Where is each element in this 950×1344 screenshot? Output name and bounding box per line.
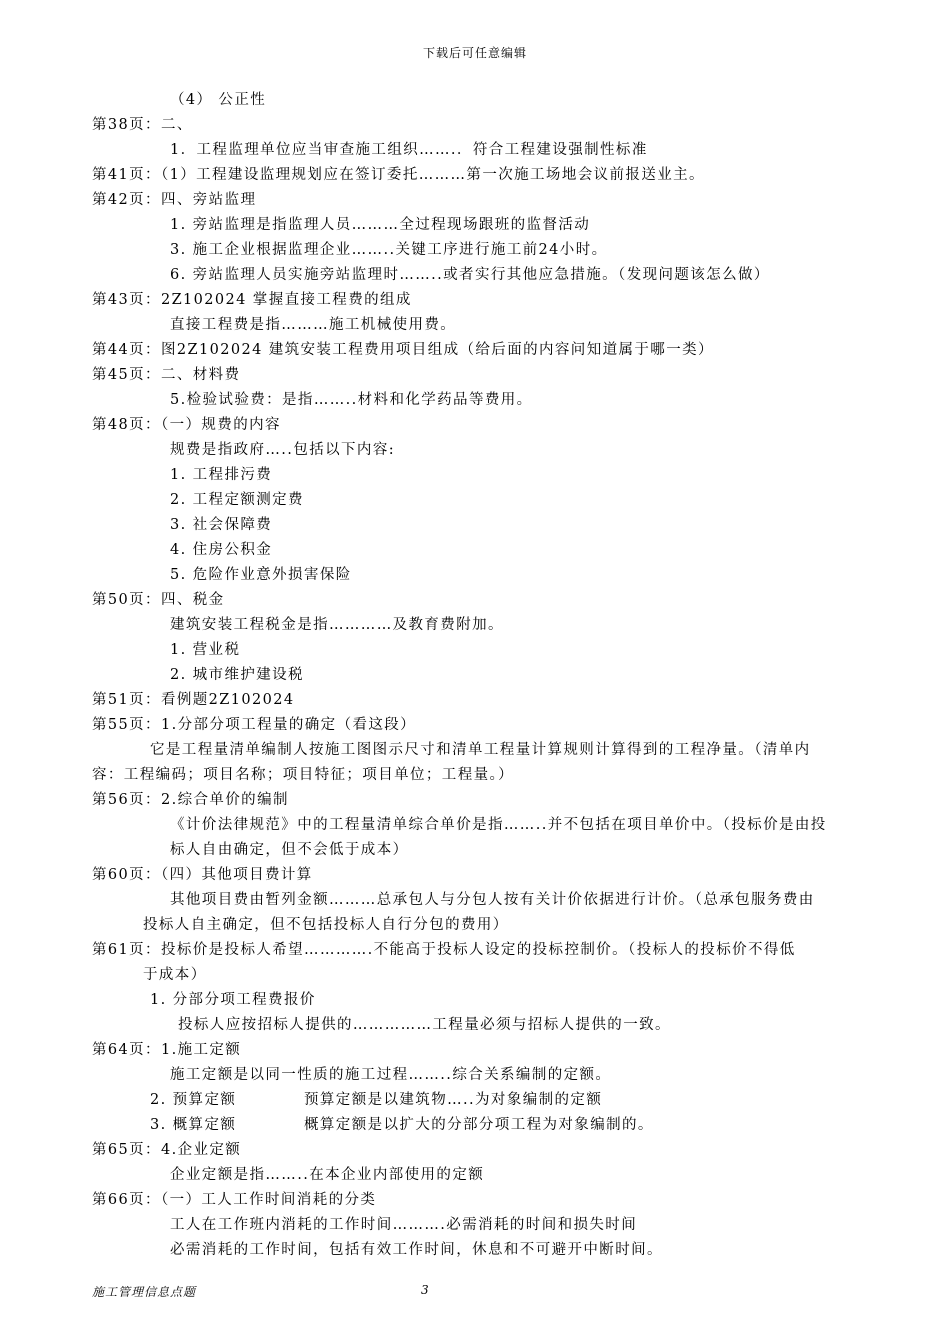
text-line [0, 788, 950, 813]
text-line [0, 438, 950, 463]
line-text: 建筑安装工程税金是指…………及教育费附加。 [170, 617, 504, 633]
line-text: 容：工程编码；项目名称；项目特征；项目单位；工程量。） [92, 767, 515, 783]
text-line [0, 738, 950, 763]
line-text: 第64页：1.施工定额 [92, 1042, 242, 1058]
line-text: 企业定额是指……..在本企业内部使用的定额 [170, 1167, 485, 1183]
text-line [0, 338, 950, 363]
footer-title: 施工管理信息点题 [92, 1285, 197, 1299]
line-text: 其他项目费由暂列金额………总承包人与分包人按有关计价依据进行计价。（总承包服务费由 [170, 892, 815, 908]
text-line [0, 1238, 950, 1263]
text-line [0, 1188, 950, 1213]
line-text: 3. 社会保障费 [170, 517, 273, 533]
text-line [0, 1163, 950, 1188]
line-text: 第38页：二、 [92, 117, 193, 133]
text-line [0, 113, 950, 138]
line-text: 4. 住房公积金 [170, 542, 273, 558]
text-line [0, 1063, 950, 1088]
line-text: 第60页：（四）其他项目费计算 [92, 867, 313, 883]
text-line [0, 238, 950, 263]
line-text: 必需消耗的工作时间，包括有效工作时间，休息和不可避开中断时间。 [170, 1242, 663, 1258]
line-text: 第51页：看例题2Z102024 [92, 692, 295, 708]
text-line [0, 938, 950, 963]
line-text: 标人自由确定，但不会低于成本） [170, 842, 409, 858]
line-text: 直接工程费是指………施工机械使用费。 [170, 317, 457, 333]
text-line [0, 888, 950, 913]
line-text: 3. 概算定额 [150, 1117, 237, 1133]
line-text: 工人在工作班内消耗的工作时间……….必需消耗的时间和损失时间 [170, 1217, 638, 1233]
text-line [0, 563, 950, 588]
text-line [0, 363, 950, 388]
text-line [0, 388, 950, 413]
text-line [0, 813, 950, 838]
text-line [0, 1138, 950, 1163]
text-line [0, 713, 950, 738]
line-text: 3. 施工企业根据监理企业……..关键工序进行施工前24小时。 [170, 242, 608, 258]
text-line [0, 1038, 950, 1063]
document-body [0, 88, 950, 1263]
text-line [0, 688, 950, 713]
text-line [0, 538, 950, 563]
line-text: 1. 分部分项工程费报价 [150, 992, 316, 1008]
text-line [0, 763, 950, 788]
line-text: 2. 预算定额 [150, 1092, 237, 1108]
text-line [0, 1113, 950, 1138]
text-line [0, 463, 950, 488]
line-text: 6. 旁站监理人员实施旁站监理时……..或者实行其他应急措施。（发现问题该怎么做） [170, 267, 770, 283]
line-text-secondary: 概算定额是以扩大的分部分项工程为对象编制的。 [304, 1117, 654, 1133]
line-text: 于成本） [143, 967, 207, 983]
page-number: 3 [421, 1283, 429, 1297]
text-line [0, 838, 950, 863]
text-line [0, 288, 950, 313]
text-line [0, 163, 950, 188]
text-line [0, 638, 950, 663]
line-text: 1．工程监理单位应当审查施工组织…….．符合工程建设强制性标准 [170, 142, 648, 158]
text-line [0, 88, 950, 113]
text-line [0, 513, 950, 538]
line-text: 1. 营业税 [170, 642, 241, 658]
line-text: 它是工程量清单编制人按施工图图示尺寸和清单工程量计算规则计算得到的工程净量。（清单内 [150, 742, 811, 758]
line-text: 第56页：2.综合单价的编制 [92, 792, 289, 808]
text-line [0, 263, 950, 288]
text-line [0, 488, 950, 513]
text-line [0, 1213, 950, 1238]
text-line [0, 413, 950, 438]
text-line [0, 663, 950, 688]
text-line [0, 863, 950, 888]
text-line [0, 1088, 950, 1113]
line-text: 第48页：（一）规费的内容 [92, 417, 281, 433]
line-text: 第61页：投标价是投标人希望………….不能高于投标人设定的投标控制价。（投标人的投标价不得低 [92, 942, 796, 958]
line-text: 2. 城市维护建设税 [170, 667, 304, 683]
text-line [0, 963, 950, 988]
text-line [0, 1013, 950, 1038]
line-text: 第42页：四、旁站监理 [92, 192, 257, 208]
line-text: 2. 工程定额测定费 [170, 492, 304, 508]
text-line [0, 613, 950, 638]
line-text: 《计价法律规范》中的工程量清单综合单价是指……..并不包括在项目单价中。（投标价是由投 [170, 817, 827, 833]
line-text: 第43页：2Z102024 掌握直接工程费的组成 [92, 292, 412, 308]
line-text: 1. 工程排污费 [170, 467, 273, 483]
line-text: 第41页：（1）工程建设监理规划应在签订委托………第一次施工场地会议前报送业主。 [92, 167, 705, 183]
line-text: （4） 公正性 [170, 92, 267, 108]
text-line [0, 188, 950, 213]
line-text: 第45页：二、材料费 [92, 367, 241, 383]
line-text: 第66页：（一）工人工作时间消耗的分类 [92, 1192, 377, 1208]
line-text: 第65页：4.企业定额 [92, 1142, 242, 1158]
line-text: 投标人自主确定，但不包括投标人自行分包的费用） [143, 917, 509, 933]
line-text-secondary: 预算定额是以建筑物…..为对象编制的定额 [304, 1092, 603, 1108]
page-header: 下载后可任意编辑 [422, 46, 527, 60]
line-text: 5. 危险作业意外损害保险 [170, 567, 352, 583]
text-line [0, 913, 950, 938]
line-text: 施工定额是以同一性质的施工过程……..综合关系编制的定额。 [170, 1067, 612, 1083]
text-line [0, 138, 950, 163]
line-text: 第50页：四、税金 [92, 592, 225, 608]
line-text: 第44页：图2Z102024 建筑安装工程费用项目组成（给后面的内容问知道属于哪一类） [92, 342, 714, 358]
text-line [0, 988, 950, 1013]
line-text: 5.检验试验费：是指……..材料和化学药品等费用。 [170, 392, 533, 408]
text-line [0, 588, 950, 613]
text-line [0, 213, 950, 238]
line-text: 1. 旁站监理是指监理人员………全过程现场跟班的监督活动 [170, 217, 591, 233]
line-text: 规费是指政府…..包括以下内容: [170, 442, 396, 458]
line-text: 第55页：1.分部分项工程量的确定（看这段） [92, 717, 417, 733]
text-line [0, 313, 950, 338]
line-text: 投标人应按招标人提供的……………工程量必须与招标人提供的一致。 [178, 1017, 671, 1033]
